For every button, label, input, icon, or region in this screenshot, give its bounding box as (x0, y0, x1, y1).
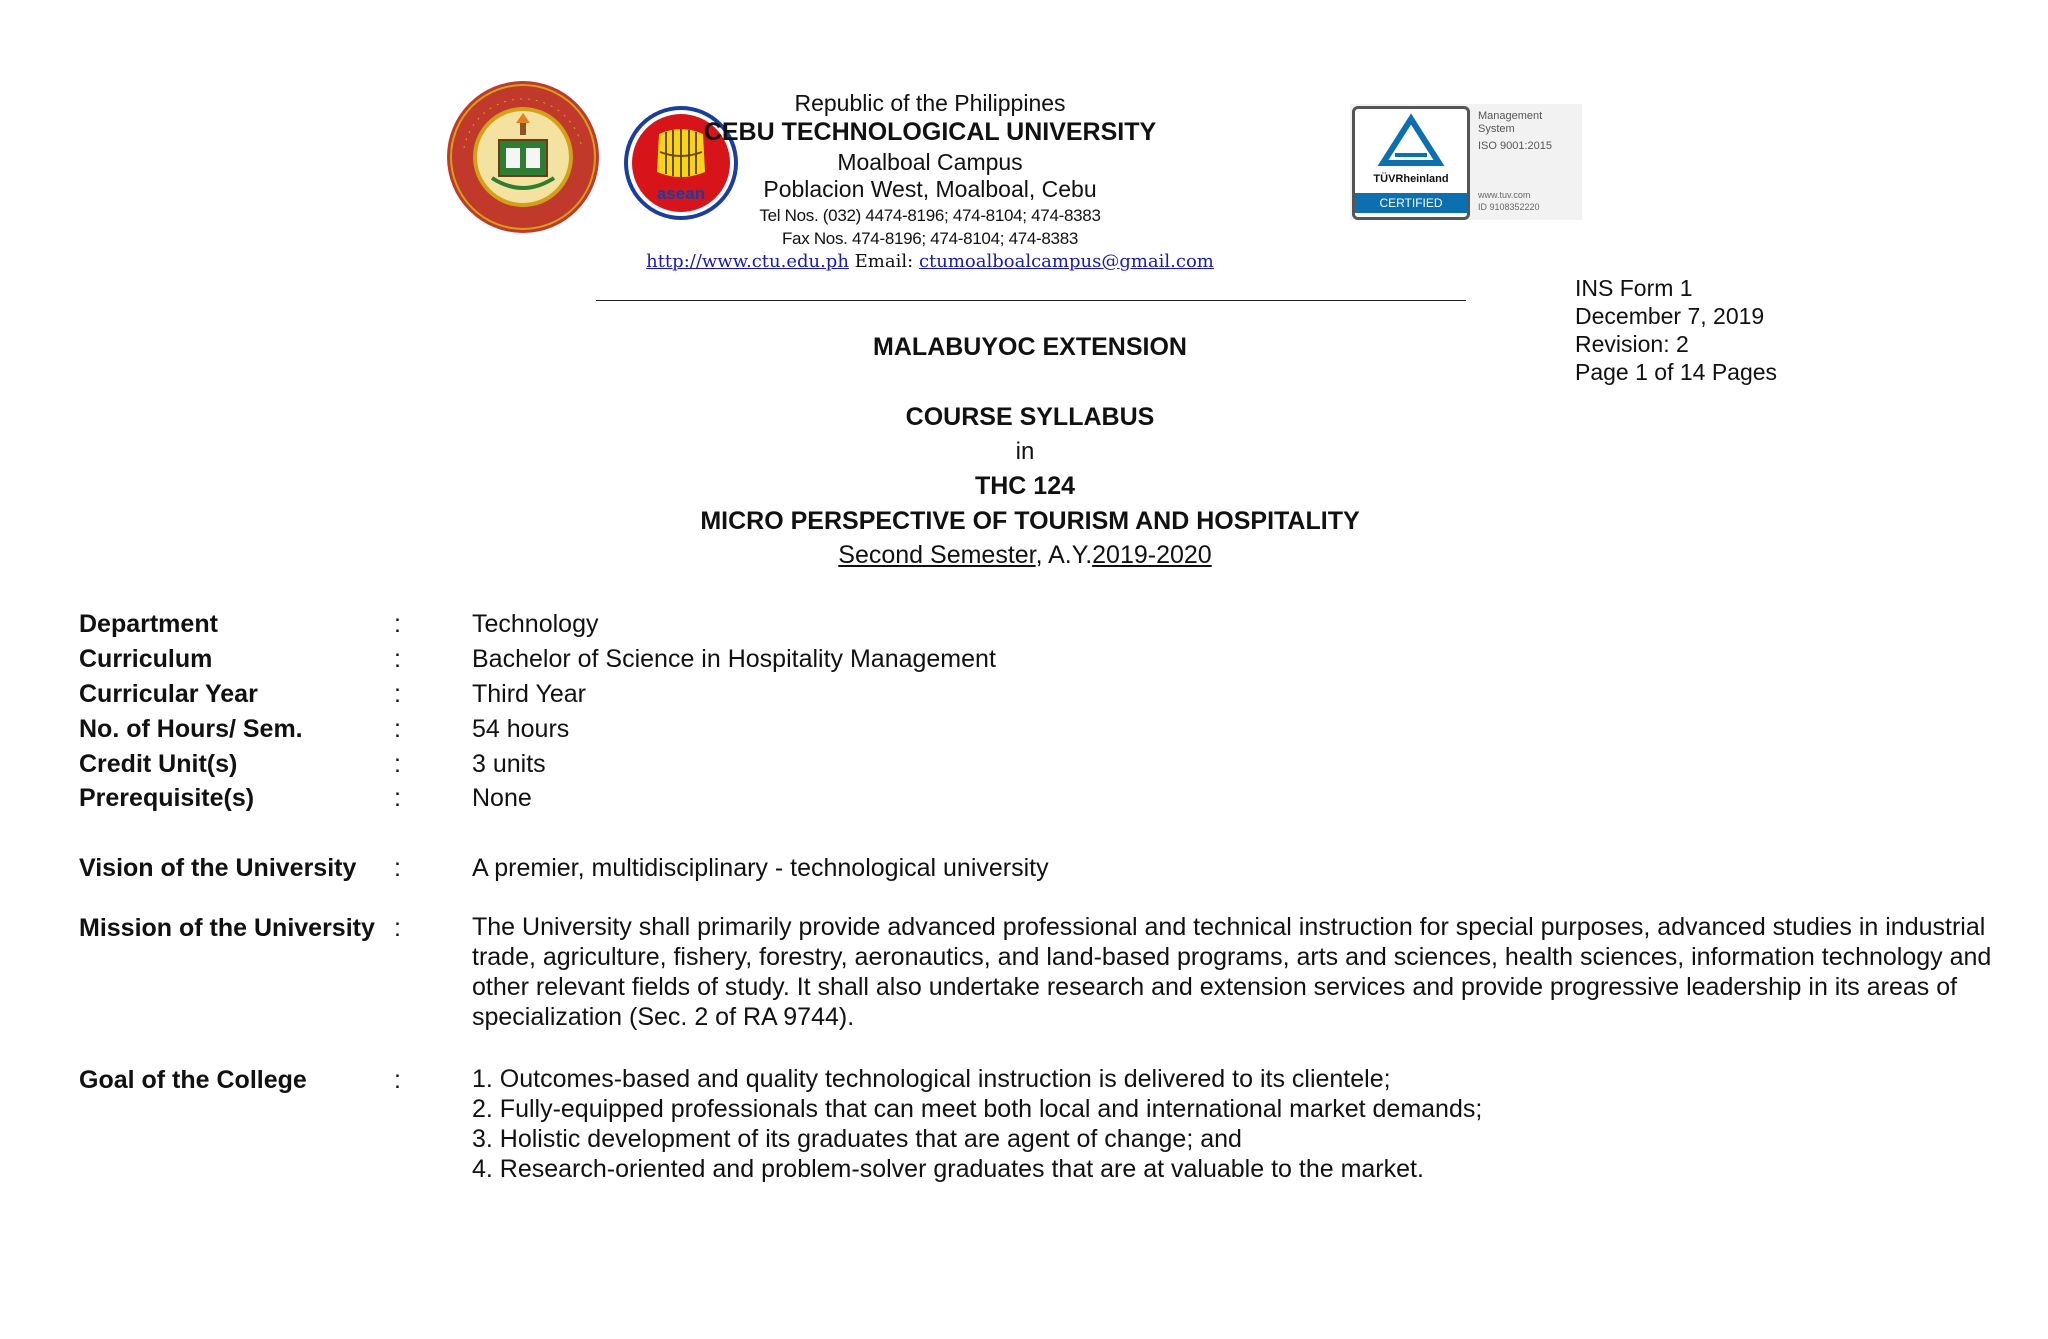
extension-title: MALABUYOC EXTENSION (873, 333, 1187, 361)
department-label: Department (79, 610, 218, 638)
semester: Second Semester (838, 541, 1036, 569)
tuv-certification-logo (1350, 104, 1582, 220)
campus-address: Poblacion West, Moalboal, Cebu (763, 176, 1097, 202)
ay-prefix: , A.Y. (1035, 541, 1093, 569)
tuv-triangle-icon (1355, 113, 1467, 173)
form-number: INS Form 1 (1575, 275, 1693, 301)
academic-year: 2019-2020 (1092, 541, 1212, 569)
tuv-id-text: ID 9108352220 (1478, 202, 1540, 212)
course-syllabus-heading: COURSE SYLLABUS (905, 403, 1155, 431)
tuv-badge (1352, 106, 1470, 220)
email-link[interactable]: ctumoalboalcampus@gmail.com (918, 251, 1214, 272)
prerequisite-value: None (472, 784, 532, 812)
fax-numbers: Fax Nos. 474-8196; 474-8104; 474-8383 (781, 229, 1079, 248)
separator: : (394, 645, 401, 673)
mission-text: The University shall primarily provide advanced professional and technical instruction for special purposes, advanced studies in industrial trade, agriculture, fishery, forestry, aeronautics, and land-based programs, arts and sciences, health sciences, information technology and other relevant fields of study. It shall also undertake research and extension services and provide progressive leadership in its areas of specialization (Sec. 2 of RA 9744). (472, 913, 1992, 1031)
form-revision: Revision: 2 (1575, 331, 1689, 357)
curriculum-label: Curriculum (79, 645, 213, 673)
separator: : (394, 610, 401, 638)
goal-list (472, 1064, 1992, 1184)
tuv-certified: CERTIFIED (1355, 193, 1467, 213)
form-page: Page 1 of 14 Pages (1575, 359, 1778, 385)
course-title: MICRO PERSPECTIVE OF TOURISM AND HOSPITALITY (700, 507, 1360, 535)
header-divider (596, 300, 1466, 301)
separator: : (394, 854, 401, 882)
form-date: December 7, 2019 (1575, 303, 1765, 329)
tuv-iso-text: ISO 9001:2015 (1478, 140, 1553, 152)
curricular-year-label: Curricular Year (79, 680, 258, 708)
mission-label: Mission of the University (79, 914, 375, 942)
prerequisite-label: Prerequisite(s) (79, 784, 255, 812)
goal-label: Goal of the College (79, 1066, 307, 1094)
campus-name: Moalboal Campus (837, 149, 1023, 175)
contact-line (560, 251, 1300, 272)
tel-numbers: Tel Nos. (032) 4474-8196; 474-8104; 474-8383 (759, 206, 1101, 225)
course-code: THC 124 (974, 472, 1076, 500)
vision-text: A premier, multidisciplinary - technological university (472, 854, 1049, 882)
separator: : (394, 1066, 401, 1094)
separator: : (394, 784, 401, 812)
hours-value: 54 hours (472, 715, 570, 743)
goal-item: 3. Holistic development of its graduates that are agent of change; and (472, 1125, 1242, 1153)
goal-item: 1. Outcomes-based and quality technological instruction is delivered to its clientele; (472, 1065, 1391, 1093)
credit-value: 3 units (472, 750, 546, 778)
in-text: in (1015, 438, 1035, 465)
university-name: CEBU TECHNOLOGICAL UNIVERSITY (703, 118, 1157, 146)
republic-line: Republic of the Philippines (794, 90, 1066, 116)
credit-label: Credit Unit(s) (79, 750, 238, 778)
separator: : (394, 680, 401, 708)
department-value: Technology (472, 610, 599, 638)
separator: : (394, 750, 401, 778)
website-link[interactable]: http://www.ctu.edu.ph (646, 251, 849, 272)
separator: : (394, 715, 401, 743)
tuv-brand: TÜVRheinland (1373, 173, 1449, 185)
goal-item: 4. Research-oriented and problem-solver graduates that are at valuable to the market. (472, 1155, 1424, 1183)
tuv-web-text: www.tuv.com (1478, 190, 1531, 200)
curriculum-value: Bachelor of Science in Hospitality Management (472, 645, 996, 673)
hours-label: No. of Hours/ Sem. (79, 715, 303, 743)
semester-line (560, 541, 1490, 570)
goal-item: 2. Fully-equipped professionals that can meet both local and international market demands; (472, 1095, 1483, 1123)
form-info (1575, 274, 1777, 386)
curricular-year-value: Third Year (472, 680, 586, 708)
asean-logo-text: asean (656, 184, 706, 203)
email-label: Email: (854, 251, 914, 272)
tuv-system-text: Management System (1478, 110, 1543, 135)
separator: : (394, 914, 401, 942)
vision-label: Vision of the University (79, 854, 357, 882)
